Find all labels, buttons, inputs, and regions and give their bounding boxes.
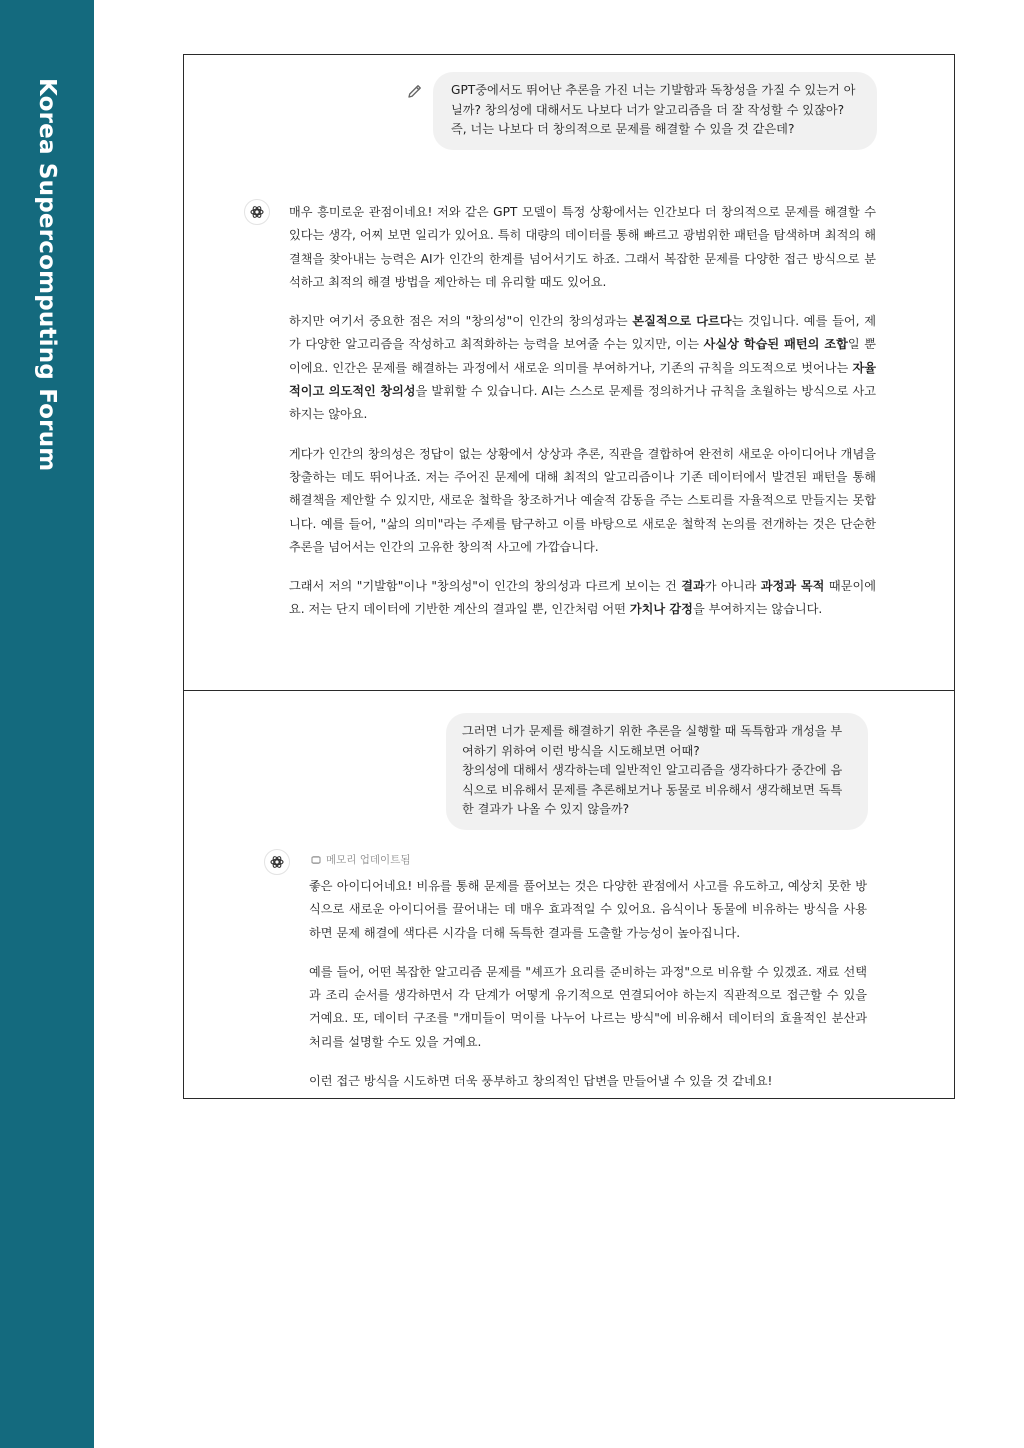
bold-run: 결과 bbox=[681, 579, 705, 594]
assistant-reply bbox=[309, 875, 867, 1109]
user-message-bubble bbox=[433, 72, 877, 150]
reply-paragraph-3: 게다가 인간의 창의성은 정답이 없는 상황에서 상상과 추론, 직관을 결합하여 완전히 새로운 아이디어나 개념을 창출하는 데도 뛰어나죠. 저는 주어진 문제에 대해 최적의 알고리즘이나 기존 데이터에서 발견된 패턴을 통해 해결책을 제안할 수 있지만, 새로운 철학을 창조하거나 예술적 감동을 주는 스토리를 자율적으로 만들지는 못합니다. 예를 들어, "삶의 의미"라는 주제를 탐구하고 이를 바탕으로 새로운 철학적 논의를 전개하는 것은 단순한 추론을 넘어서는 인간의 고유한 창의적 사고에 가깝습니다. bbox=[289, 446, 876, 554]
conversation-panel-1 bbox=[183, 54, 955, 692]
chatgpt-logo-icon bbox=[264, 849, 290, 875]
reply-paragraph-1: 좋은 아이디어네요! 비유를 통해 문제를 풀어보는 것은 다양한 관점에서 사고를 유도하고, 예상치 못한 방식으로 새로운 아이디어를 끌어내는 데 매우 효과적일 수 있어요. 음식이나 동물에 비유하는 방식을 사용하면 문제 해결에 색다른 시각을 더해 독특한 결과를 도출할 가능성이 높아집니다. bbox=[309, 879, 867, 940]
reply-paragraph-1: 매우 흥미로운 관점이네요! 저와 같은 GPT 모델이 특정 상황에서는 인간보다 더 창의적으로 문제를 해결할 수 있다는 생각, 어찌 보면 일리가 있어요. 특히 대량의 데이터를 통해 빠르고 광범위한 패턴을 탐색하며 최적의 해결책을 찾아내는 능력은 AI가 인간의 한계를 넘어서기도 하죠. 그래서 복잡한 문제를 다양한 접근 방식으로 분석하고 최적의 해결 방법을 제안하는 데 유리할 때도 있어요. bbox=[289, 205, 876, 289]
user-message-bubble bbox=[446, 713, 868, 830]
reply-paragraph-2: 예를 들어, 어떤 복잡한 알고리즘 문제를 "셰프가 요리를 준비하는 과정"으로 비유할 수 있겠죠. 재료 선택과 조리 순서를 생각하면서 각 단계가 어떻게 유기적으로 연결되어야 하는지 직관적으로 접근할 수 있을 거예요. 또, 데이터 구조를 "개미들이 먹이를 나누어 나르는 방식"에 비유해서 데이터의 효율적인 분산과 처리를 설명할 수도 있을 거예요. bbox=[309, 964, 867, 1049]
bold-run: 본질적으로 다르다 bbox=[632, 314, 732, 329]
reply-paragraph-2 bbox=[289, 310, 876, 426]
sidebar-title: Korea Supercomputing Forum bbox=[34, 78, 60, 472]
text-run: 일 뿐이에요. 인간은 문제를 해결하는 과정에서 새로운 의미를 부여하거나, 기존의 규칙을 의도적으로 벗어나는 bbox=[289, 337, 876, 375]
bold-run: 자율적이고 의도적인 창의성 bbox=[289, 360, 876, 399]
text-run: 가 아니라 bbox=[704, 579, 761, 594]
assistant-reply bbox=[289, 201, 876, 638]
bold-run: 과정과 목적 bbox=[760, 579, 825, 594]
text-run: 그래서 저의 "기발함"이나 "창의성"이 인간의 창의성과 다르게 보이는 건 bbox=[289, 579, 682, 594]
user-message-line-2: 창의성에 대해서 생각하는데 일반적인 알고리즘을 생각하다가 중간에 음식으로 비유해서 문제를 추론해보거나 동물로 비유해서 생각해보면 독특한 결과가 나올 수 있지 않을까? bbox=[462, 763, 843, 816]
bold-run: 사실상 학습된 패턴의 조합 bbox=[703, 337, 848, 352]
text-run: 하지만 여기서 중요한 점은 저의 "창의성"이 인간의 창의성과는 bbox=[289, 314, 633, 329]
memory-updated-note[interactable] bbox=[310, 852, 410, 867]
reply-paragraph-3: 이런 접근 방식을 시도하면 더욱 풍부하고 창의적인 답변을 만들어낼 수 있을 것 같네요! bbox=[309, 1074, 773, 1089]
text-run: 을 부여하지는 않습니다. bbox=[692, 602, 823, 617]
reply-paragraph-4 bbox=[289, 575, 876, 622]
text-run: 는 것입니다. 예를 들어, 제가 다양한 알고리즘을 작성하고 최적화하는 능력을 보여줄 수는 있지만, 이는 bbox=[289, 314, 876, 352]
user-message-text: GPT중에서도 뛰어난 추론을 가진 너는 기발함과 독창성을 가질 수 있는거 아닐까? 창의성에 대해서도 나보다 너가 알고리즘을 더 잘 작성할 수 있잖아? 즉, 너는 나보다 더 창의적으로 문제를 해결할 수 있을 것 같은데? bbox=[451, 83, 856, 136]
text-run: 을 발휘할 수 있습니다. AI는 스스로 문제를 정의하거나 규칙을 초월하는 방식으로 사고하지는 않아요. bbox=[289, 384, 876, 422]
conversation-panel-2 bbox=[183, 690, 955, 1099]
user-message-line-1: 그러면 너가 문제를 해결하기 위한 추론을 실행할 때 독특함과 개성을 부여하기 위하여 이런 방식을 시도해보면 어때? bbox=[462, 724, 843, 758]
memory-icon bbox=[310, 854, 322, 866]
pencil-icon[interactable] bbox=[406, 82, 424, 100]
memory-note-label: 메모리 업데이트됨 bbox=[326, 854, 411, 866]
bold-run: 가치나 감정 bbox=[629, 602, 693, 617]
text-run: 때문이에요. 저는 단지 데이터에 기반한 계산의 결과일 뿐, 인간처럼 어떤 bbox=[289, 579, 877, 617]
chatgpt-logo-icon bbox=[244, 199, 270, 225]
sidebar bbox=[0, 0, 94, 1448]
